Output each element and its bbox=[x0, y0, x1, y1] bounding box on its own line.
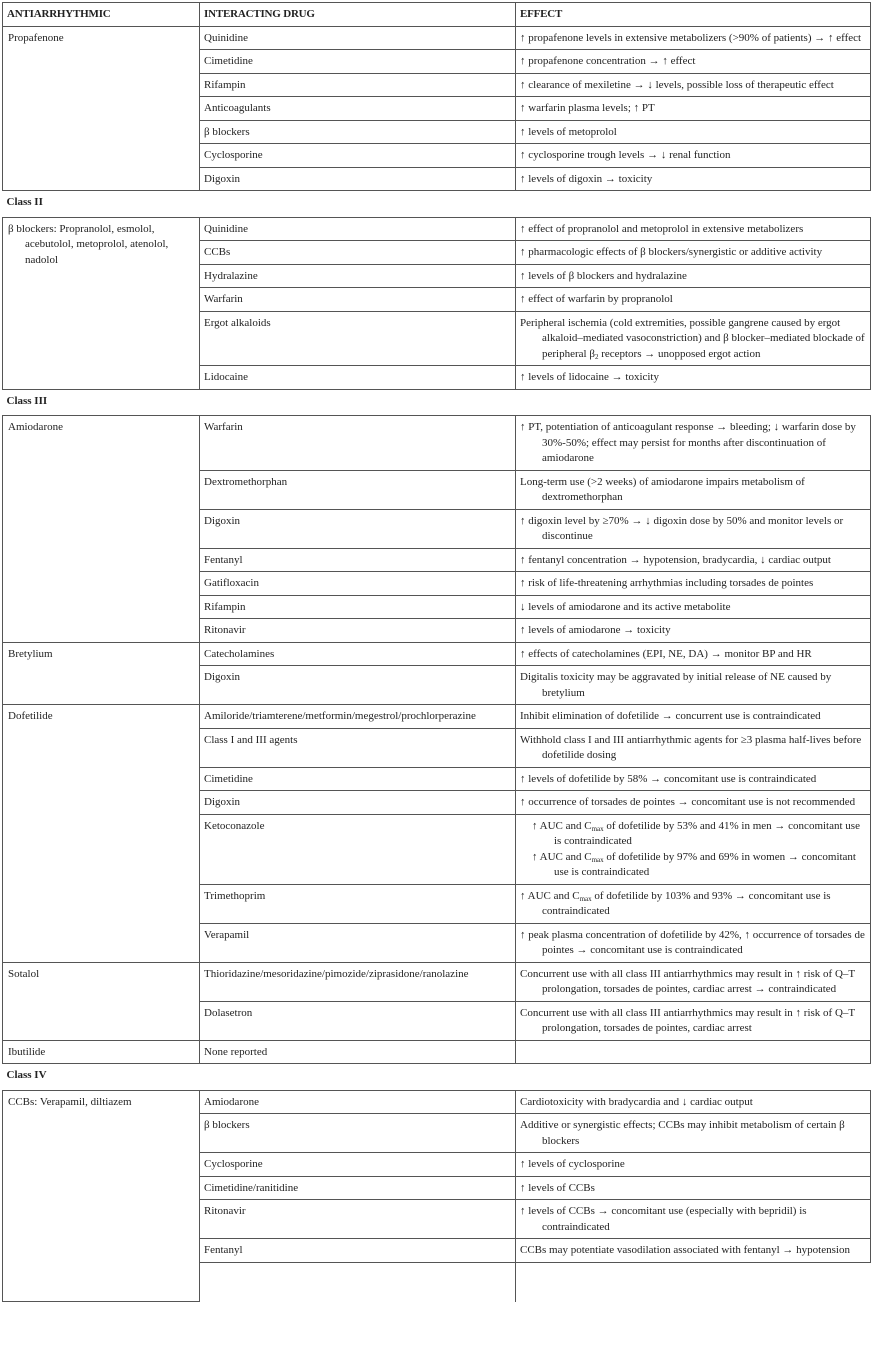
table-row bbox=[3, 1040, 871, 1064]
table-row bbox=[3, 962, 871, 1001]
drug-cell: Amiodarone bbox=[200, 1090, 516, 1114]
drug-cell: Trimethoprim bbox=[200, 884, 516, 923]
effect-cell: ↑ effect of propranolol and metoprolol in extensive metabolizers bbox=[516, 217, 871, 241]
effect-cell: ↑ digoxin level by ≥70% → ↓ digoxin dose by 50% and monitor levels or discontinue bbox=[516, 509, 871, 548]
effect-cell: ↑ levels of CCBs → concomitant use (especially with bepridil) is contraindicated bbox=[516, 1200, 871, 1239]
effect-line bbox=[528, 819, 866, 850]
antiarrhythmic-cell: β blockers: Propranolol, esmolol, acebutolol, metoprolol, atenolol, nadolol bbox=[3, 217, 200, 389]
effect-cell: ↑ effects of catecholamines (EPI, NE, DA) → monitor BP and HR bbox=[516, 642, 871, 666]
drug-cell: Gatifloxacin bbox=[200, 572, 516, 596]
drug-cell: Warfarin bbox=[200, 416, 516, 471]
header-interacting-drug: INTERACTING DRUG bbox=[200, 3, 516, 27]
effect-cell: ↑ occurrence of torsades de pointes → concomitant use is not recommended bbox=[516, 791, 871, 815]
drug-cell: Quinidine bbox=[200, 217, 516, 241]
effect-text: of dofetilide by 103% and 93% → concomitant use is contraindicated bbox=[542, 889, 831, 917]
effect-cell bbox=[516, 1040, 871, 1064]
drug-cell: Rifampin bbox=[200, 595, 516, 619]
effect-cell: Cardiotoxicity with bradycardia and ↓ cardiac output bbox=[516, 1090, 871, 1114]
drug-cell: Fentanyl bbox=[200, 1239, 516, 1263]
drug-cell: Cimetidine/ranitidine bbox=[200, 1176, 516, 1200]
antiarrhythmic-cell: Sotalol bbox=[3, 962, 200, 1040]
drug-cell: Ketoconazole bbox=[200, 814, 516, 884]
class-header-row bbox=[3, 191, 871, 218]
effect-cell: ↑ propafenone levels in extensive metabolizers (>90% of patients) → ↑ effect bbox=[516, 26, 871, 50]
effect-cell: ↑ PT, potentiation of anticoagulant response → bleeding; ↓ warfarin dose by 30%-50%; effect may persist for months after discontinuation of amiodarone bbox=[516, 416, 871, 471]
drug-cell: Warfarin bbox=[200, 288, 516, 312]
drug-cell: Ritonavir bbox=[200, 619, 516, 643]
drug-cell: Fentanyl bbox=[200, 548, 516, 572]
effect-text: ↑ AUC and C bbox=[532, 850, 592, 863]
effect-text: ↑ AUC and C bbox=[532, 819, 592, 832]
effect-cell: ↓ levels of amiodarone and its active metabolite bbox=[516, 595, 871, 619]
table-row bbox=[3, 705, 871, 729]
drug-cell: Anticoagulants bbox=[200, 97, 516, 121]
effect-text: of dofetilide by 53% and 41% in men → concomitant use is contraindicated bbox=[554, 819, 860, 847]
effect-cell: ↑ fentanyl concentration → hypotension, bradycardia, ↓ cardiac output bbox=[516, 548, 871, 572]
table-row bbox=[3, 1090, 871, 1114]
drug-cell: Digoxin bbox=[200, 167, 516, 191]
drug-cell: Hydralazine bbox=[200, 264, 516, 288]
drug-cell: Amiloride/triamterene/metformin/megestrol/prochlorperazine bbox=[200, 705, 516, 729]
drug-cell: Digoxin bbox=[200, 509, 516, 548]
antiarrhythmic-cell: Propafenone bbox=[3, 26, 200, 191]
effect-cell: Long-term use (>2 weeks) of amiodarone impairs metabolism of dextromethorphan bbox=[516, 470, 871, 509]
effect-cell: ↑ pharmacologic effects of β blockers/synergistic or additive activity bbox=[516, 241, 871, 265]
effect-cell: Concurrent use with all class III antiarrhythmics may result in ↑ risk of Q–T prolongation, torsades de pointes, cardiac arrest → contraindicated bbox=[516, 962, 871, 1001]
effect-cell: Additive or synergistic effects; CCBs may inhibit metabolism of certain β blockers bbox=[516, 1114, 871, 1153]
drug-cell: Verapamil bbox=[200, 923, 516, 962]
effect-cell: ↑ warfarin plasma levels; ↑ PT bbox=[516, 97, 871, 121]
effect-text: receptors → unopposed ergot action bbox=[598, 347, 761, 360]
effect-cell: ↑ levels of cyclosporine bbox=[516, 1153, 871, 1177]
drug-cell: Rifampin bbox=[200, 73, 516, 97]
subscript: max bbox=[579, 894, 592, 903]
class-header-row bbox=[3, 389, 871, 416]
class-label: Class IV bbox=[3, 1064, 871, 1091]
drug-cell: Ritonavir bbox=[200, 1200, 516, 1239]
antiarrhythmic-cell: Bretylium bbox=[3, 642, 200, 705]
header-effect: EFFECT bbox=[516, 3, 871, 27]
effect-cell: CCBs may potentiate vasodilation associated with fentanyl → hypotension bbox=[516, 1239, 871, 1263]
subscript: max bbox=[591, 855, 604, 864]
effect-cell bbox=[516, 311, 871, 366]
effect-cell: ↑ clearance of mexiletine → ↓ levels, possible loss of therapeutic effect bbox=[516, 73, 871, 97]
effect-cell: ↑ levels of amiodarone → toxicity bbox=[516, 619, 871, 643]
table-row bbox=[3, 26, 871, 50]
effect-cell bbox=[516, 814, 871, 884]
class-label: Class II bbox=[3, 191, 871, 218]
drug-cell: Lidocaine bbox=[200, 366, 516, 390]
effect-cell: ↑ peak plasma concentration of dofetilide by 42%, ↑ occurrence of torsades de pointes → concomitant use is contraindicated bbox=[516, 923, 871, 962]
effect-cell: ↑ levels of metoprolol bbox=[516, 120, 871, 144]
table-row bbox=[3, 642, 871, 666]
effect-cell bbox=[516, 884, 871, 923]
effect-cell: ↑ levels of lidocaine → toxicity bbox=[516, 366, 871, 390]
effect-line bbox=[528, 850, 866, 881]
drug-cell: Dolasetron bbox=[200, 1001, 516, 1040]
drug-cell: Quinidine bbox=[200, 26, 516, 50]
antiarrhythmic-cell: Amiodarone bbox=[3, 416, 200, 643]
subscript: max bbox=[591, 824, 604, 833]
effect-cell: Digitalis toxicity may be aggravated by initial release of NE caused by bretylium bbox=[516, 666, 871, 705]
drug-cell: Digoxin bbox=[200, 666, 516, 705]
drug-cell: Cyclosporine bbox=[200, 144, 516, 168]
effect-cell: ↑ cyclosporine trough levels → ↓ renal function bbox=[516, 144, 871, 168]
drug-cell: Thioridazine/mesoridazine/pimozide/ziprasidone/ranolazine bbox=[200, 962, 516, 1001]
header-antiarrhythmic: ANTIARRHYTHMIC bbox=[3, 3, 200, 27]
effect-cell: ↑ propafenone concentration → ↑ effect bbox=[516, 50, 871, 74]
drug-cell: Cyclosporine bbox=[200, 1153, 516, 1177]
header-row bbox=[3, 3, 871, 27]
effect-cell: ↑ levels of CCBs bbox=[516, 1176, 871, 1200]
table-row bbox=[3, 217, 871, 241]
drug-cell: Digoxin bbox=[200, 791, 516, 815]
effect-cell: ↑ levels of digoxin → toxicity bbox=[516, 167, 871, 191]
class-header-row bbox=[3, 1064, 871, 1091]
drug-cell: Cimetidine bbox=[200, 767, 516, 791]
drug-cell bbox=[200, 1262, 516, 1302]
table-row bbox=[3, 416, 871, 471]
drug-cell: None reported bbox=[200, 1040, 516, 1064]
antiarrhythmic-cell: Dofetilide bbox=[3, 705, 200, 963]
drug-cell: Cimetidine bbox=[200, 50, 516, 74]
effect-cell: Withhold class I and III antiarrhythmic agents for ≥3 plasma half-lives before dofetilide dosing bbox=[516, 728, 871, 767]
effect-cell: Concurrent use with all class III antiarrhythmics may result in ↑ risk of Q–T prolongation, torsades de pointes, cardiac arrest bbox=[516, 1001, 871, 1040]
effect-cell: ↑ levels of dofetilide by 58% → concomitant use is contraindicated bbox=[516, 767, 871, 791]
drug-cell: Class I and III agents bbox=[200, 728, 516, 767]
drug-interaction-table bbox=[2, 2, 871, 1302]
antiarrhythmic-cell: Ibutilide bbox=[3, 1040, 200, 1064]
effect-cell: ↑ risk of life-threatening arrhythmias including torsades de pointes bbox=[516, 572, 871, 596]
drug-cell: β blockers bbox=[200, 120, 516, 144]
effect-cell bbox=[516, 1262, 871, 1302]
effect-cell: ↑ levels of β blockers and hydralazine bbox=[516, 264, 871, 288]
effect-cell: ↑ effect of warfarin by propranolol bbox=[516, 288, 871, 312]
drug-cell: β blockers bbox=[200, 1114, 516, 1153]
antiarrhythmic-cell: CCBs: Verapamil, diltiazem bbox=[3, 1090, 200, 1302]
class-label: Class III bbox=[3, 389, 871, 416]
drug-cell: Dextromethorphan bbox=[200, 470, 516, 509]
drug-cell: CCBs bbox=[200, 241, 516, 265]
drug-cell: Ergot alkaloids bbox=[200, 311, 516, 366]
drug-cell: Catecholamines bbox=[200, 642, 516, 666]
subscript: 2 bbox=[594, 352, 599, 361]
effect-cell: Inhibit elimination of dofetilide → concurrent use is contraindicated bbox=[516, 705, 871, 729]
effect-text: ↑ AUC and C bbox=[520, 889, 580, 902]
effect-text: Peripheral ischemia (cold extremities, possible gangrene caused by ergot alkaloid–mediated vasoconstriction) and β blocker–mediated blockade of peripheral β bbox=[520, 316, 865, 360]
effect-text: of dofetilide by 97% and 69% in women → concomitant use is contraindicated bbox=[554, 850, 856, 878]
